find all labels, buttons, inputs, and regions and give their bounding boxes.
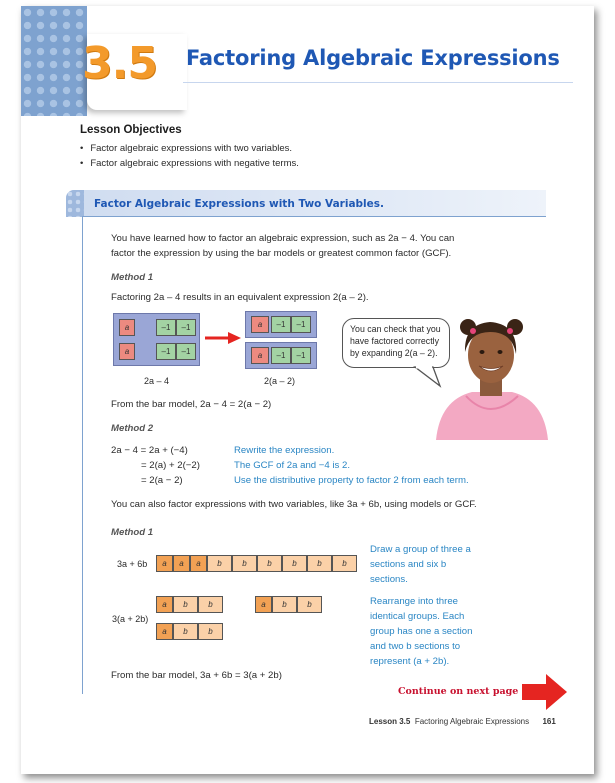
- next-page-arrow-icon[interactable]: [522, 673, 568, 711]
- step-lhs: 2a − 4 = 2a + (−4): [111, 445, 188, 456]
- tile-b: b: [307, 555, 332, 572]
- tile-a: a: [156, 555, 173, 572]
- tile-b: b: [272, 596, 297, 613]
- caption-2a-minus-4: 2a – 4: [144, 376, 170, 386]
- step-note: Rewrite the expression.: [234, 445, 335, 456]
- tile-b: b: [297, 596, 322, 613]
- step-note: The GCF of 2a and −4 is 2.: [234, 460, 350, 471]
- objective-item: • Factor algebraic expressions with negative terms.: [80, 156, 299, 171]
- tile-a: a: [173, 555, 190, 572]
- page-footer: [369, 717, 556, 726]
- continue-on-next-page[interactable]: Continue on next page: [398, 686, 519, 697]
- corner-dot-pattern: [21, 6, 87, 116]
- from-bar-model-2: From the bar model, 3a + 6b = 3(a + 2b): [111, 670, 282, 681]
- tile-a: a: [255, 596, 272, 613]
- method-label: Method 1: [111, 272, 154, 283]
- label-3a-plus-6b: 3a + 6b: [117, 559, 148, 569]
- tile-b: b: [332, 555, 357, 572]
- intro-line: factor the expression by using the bar models or greatest common factor (GCF).: [111, 248, 452, 259]
- footer-title: Factoring Algebraic Expressions: [414, 717, 530, 726]
- tile-neg1: –1: [176, 343, 196, 360]
- tile-neg1: –1: [291, 316, 311, 333]
- lesson-number: 3.5: [82, 38, 157, 89]
- tile-neg1: –1: [271, 316, 291, 333]
- tile-a: a: [119, 319, 135, 336]
- objectives-heading: Lesson Objectives: [80, 124, 182, 136]
- tile-a: a: [156, 623, 173, 640]
- tile-a: a: [119, 343, 135, 360]
- note-rearrange: Rearrange into three identical groups. Each group has one a section and two b sections to represent (a + 2b).: [370, 596, 473, 667]
- section-title: Factor Algebraic Expressions with Two Variables.: [94, 198, 385, 210]
- tile-a: a: [156, 596, 173, 613]
- from-bar-model-1: From the bar model, 2a − 4 = 2(a − 2): [111, 399, 272, 410]
- step-lhs: = 2(a − 2): [141, 475, 183, 486]
- note-draw-group: Draw a group of three a sections and six b sections.: [370, 544, 471, 585]
- tile-b: b: [173, 623, 198, 640]
- section-rule-left: [82, 216, 83, 694]
- tile-a: a: [190, 555, 207, 572]
- method1-text: Factoring 2a – 4 results in an equivalent expression 2(a – 2).: [111, 292, 369, 303]
- also-text: You can also factor expressions with two variables, like 3a + 6b, using models or GCF.: [111, 499, 477, 510]
- caption-2-a-minus-2: 2(a – 2): [264, 376, 296, 386]
- tile-b: b: [173, 596, 198, 613]
- student-girl-illustration: [432, 318, 550, 440]
- intro-line: You have learned how to factor an algebraic expression, such as 2a − 4. You can: [111, 233, 455, 244]
- tile-b: b: [207, 555, 232, 572]
- tile-b: b: [198, 596, 223, 613]
- tile-neg1: –1: [176, 319, 196, 336]
- objective-item: • Factor algebraic expressions with two variables.: [80, 141, 299, 156]
- tile-b: b: [257, 555, 282, 572]
- right-arrow-icon: [204, 331, 242, 345]
- title-rule: [183, 82, 573, 83]
- tile-neg1: –1: [156, 319, 176, 336]
- step-lhs: = 2(a) + 2(−2): [141, 460, 200, 471]
- objectives-list: [80, 141, 299, 171]
- tile-a: a: [251, 347, 269, 364]
- tile-a: a: [251, 316, 269, 333]
- section-dot-pattern: [66, 190, 84, 217]
- tile-b: b: [282, 555, 307, 572]
- method-label: Method 2: [111, 423, 154, 434]
- footer-page-number: 161: [542, 717, 556, 726]
- tile-neg1: –1: [271, 347, 291, 364]
- tile-b: b: [232, 555, 257, 572]
- tile-neg1: –1: [156, 343, 176, 360]
- label-3-a-plus-2b: 3(a + 2b): [112, 614, 149, 624]
- step-note: Use the distributive property to factor 2 from each term.: [234, 475, 469, 486]
- method-label: Method 1: [111, 527, 154, 538]
- speech-bubble: You can check that you have factored correctly by expanding 2(a – 2).: [342, 318, 450, 368]
- footer-lesson: Lesson 3.5: [369, 717, 411, 726]
- tile-b: b: [198, 623, 223, 640]
- tile-neg1: –1: [291, 347, 311, 364]
- lesson-title: Factoring Algebraic Expressions: [186, 46, 560, 70]
- section-rule-top: [82, 216, 546, 217]
